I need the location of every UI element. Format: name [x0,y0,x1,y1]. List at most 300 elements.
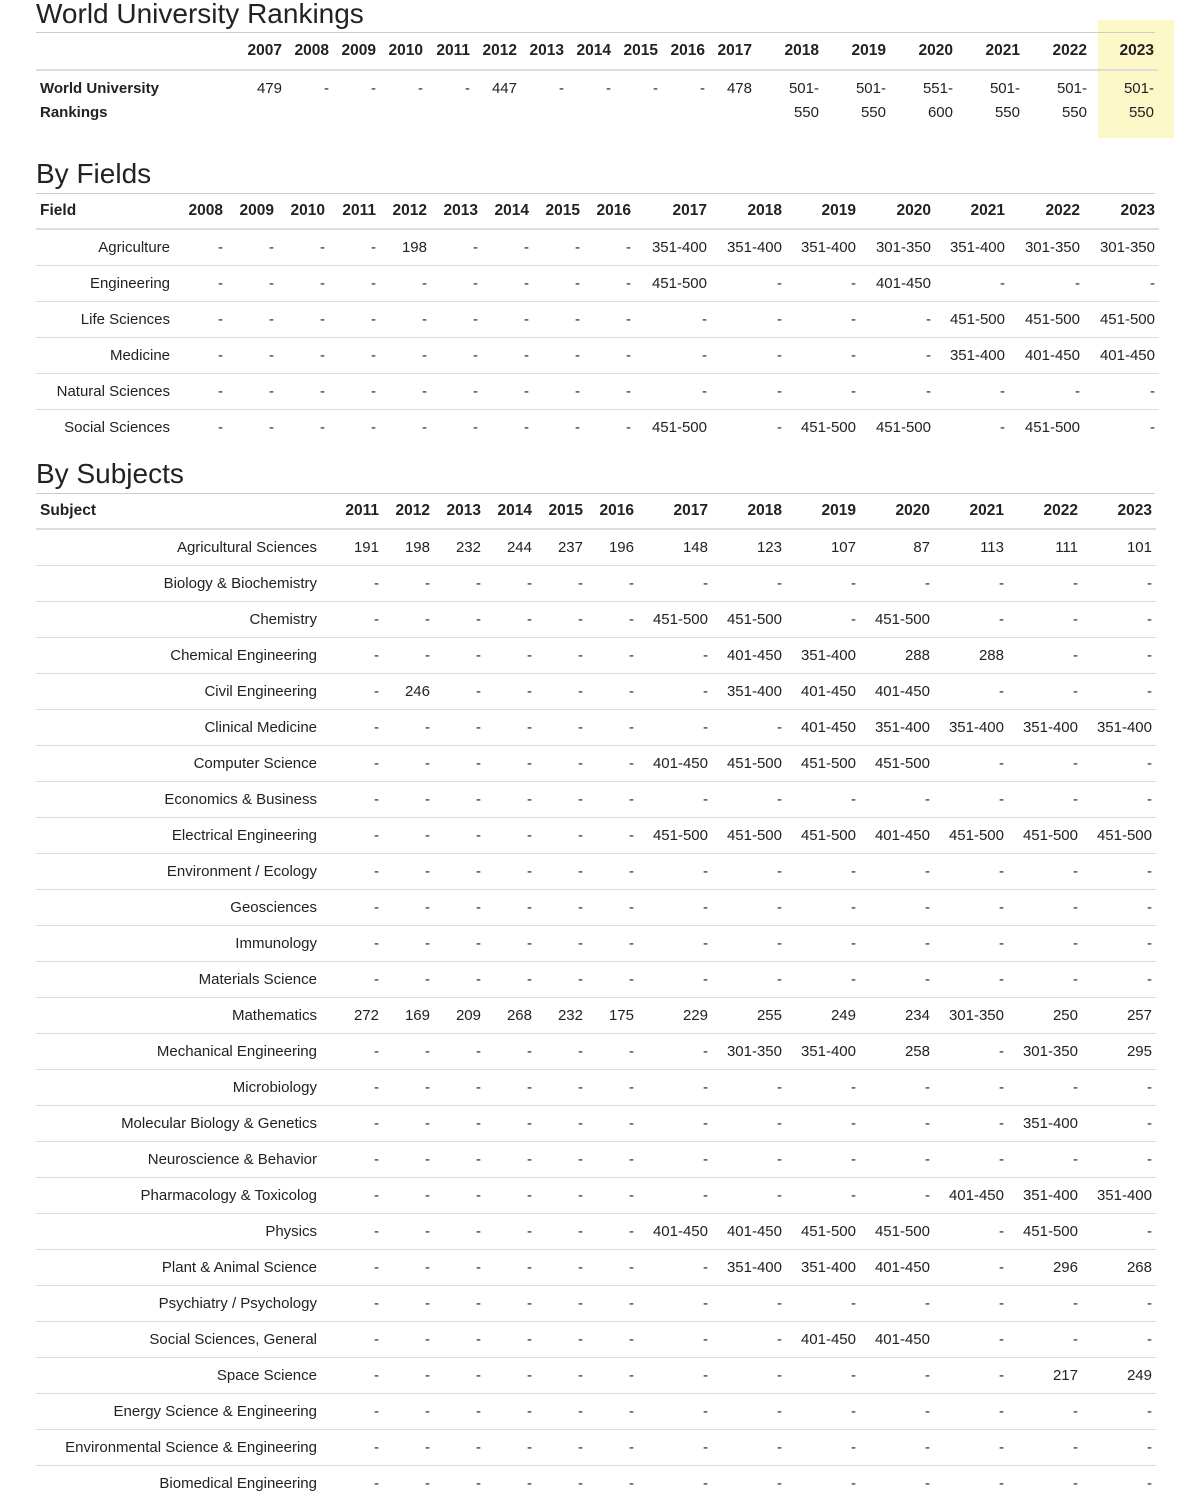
subjects-rank-cell: - [587,566,638,602]
fields-rank-cell: - [278,229,329,266]
table-row [36,1394,1156,1430]
fields-rank-cell: - [380,266,431,302]
subjects-rank-cell: - [712,890,786,926]
subjects-year-header: 2019 [786,494,860,529]
fields-rank-cell: - [482,338,533,374]
rankings-page [36,0,1155,1501]
subjects-rank-cell: - [321,926,383,962]
wur-rank-line1: - [606,80,611,97]
subjects-rank-cell: - [1008,1070,1082,1106]
fields-rank-cell: - [584,266,635,302]
table-row [36,1430,1156,1466]
fields-rank-cell: - [786,338,860,374]
subjects-rank-cell: - [712,710,786,746]
subjects-rank-cell: - [1082,962,1156,998]
subjects-rank-cell: - [786,566,860,602]
wur-year-header: 2016 [662,33,709,70]
subjects-year-header: 2012 [383,494,434,529]
fields-rank-cell: - [278,410,329,446]
fields-row-label: Medicine [36,338,174,374]
wur-row-label-line1: World University [40,80,159,97]
fields-year-header: 2016 [584,194,635,229]
subjects-rank-cell: - [485,746,536,782]
fields-rank-cell: - [174,410,227,446]
wur-rank-cell [756,70,823,143]
fields-rank-cell: - [711,266,786,302]
subjects-rank-cell: - [536,1034,587,1070]
fields-rank-cell: - [786,302,860,338]
subjects-row-label: Chemistry [36,602,321,638]
fields-rank-cell: 198 [380,229,431,266]
fields-year-header: 2014 [482,194,533,229]
subjects-rank-cell: - [536,602,587,638]
fields-row-label: Social Sciences [36,410,174,446]
fields-rank-cell: - [329,266,380,302]
subjects-rank-cell: - [638,1070,712,1106]
subjects-rank-cell: - [434,1430,485,1466]
subjects-rank-cell: 237 [536,529,587,566]
wur-year-header: 2022 [1024,33,1091,70]
fields-rank-cell: 351-400 [635,229,711,266]
subjects-rank-cell: 451-500 [860,602,934,638]
subjects-rank-cell: - [786,962,860,998]
wur-rank-cell [380,70,427,143]
table-row [36,1250,1156,1286]
subjects-rank-cell: - [485,1286,536,1322]
subjects-rank-cell: 401-450 [786,1322,860,1358]
wur-rank-line1: 479 [257,80,282,97]
subjects-rank-cell: - [383,1394,434,1430]
subjects-rank-cell: - [712,1178,786,1214]
subjects-rank-cell: 351-400 [934,710,1008,746]
subjects-rank-cell: - [786,782,860,818]
subjects-rank-cell: - [434,746,485,782]
subjects-rank-cell: - [860,962,934,998]
subjects-rank-cell: 351-400 [860,710,934,746]
subjects-year-header: 2014 [485,494,536,529]
subjects-row-label: Agricultural Sciences [36,529,321,566]
fields-year-header: 2008 [174,194,227,229]
subjects-rank-cell: - [934,674,1008,710]
subjects-row-label: Physics [36,1214,321,1250]
subjects-rank-cell: - [485,674,536,710]
subjects-rank-cell: - [1008,566,1082,602]
fields-row-label: Natural Sciences [36,374,174,410]
subjects-rank-cell: - [485,1178,536,1214]
wur-rank-cell [474,70,521,143]
fields-rank-cell: 451-500 [935,302,1009,338]
subjects-rank-cell: - [1082,782,1156,818]
wur-year-header: 2008 [286,33,333,70]
subjects-rank-cell: - [1082,638,1156,674]
subjects-row-label: Space Science [36,1358,321,1394]
subjects-rank-cell: - [587,782,638,818]
subjects-rank-cell: - [485,962,536,998]
subjects-table [36,494,1156,1501]
wur-rank-line1: - [371,80,376,97]
subjects-rank-cell: - [587,638,638,674]
fields-rank-cell: 351-400 [935,338,1009,374]
subjects-rank-cell: 258 [860,1034,934,1070]
fields-rank-cell: - [174,266,227,302]
subjects-rank-cell: - [860,1358,934,1394]
wur-rank-cell [236,70,286,143]
fields-rank-cell: - [1009,266,1084,302]
fields-rank-cell: - [278,302,329,338]
subjects-rank-cell: - [536,1358,587,1394]
subjects-row-label: Neuroscience & Behavior [36,1142,321,1178]
subjects-rank-cell: - [638,962,712,998]
table-row [36,1178,1156,1214]
subjects-rank-cell: - [587,674,638,710]
subjects-rank-cell: - [712,1466,786,1501]
subjects-rank-cell: - [434,890,485,926]
subjects-row-label: Chemical Engineering [36,638,321,674]
subjects-rank-cell: - [587,746,638,782]
subjects-rank-cell: - [638,1178,712,1214]
subjects-rank-cell: 217 [1008,1358,1082,1394]
fields-rank-cell: 351-400 [786,229,860,266]
subjects-rank-cell: - [383,638,434,674]
fields-rank-cell: - [380,374,431,410]
subjects-rank-cell: 451-500 [860,746,934,782]
wur-rank-line1: - [324,80,329,97]
subjects-rank-cell: - [485,1322,536,1358]
fields-rank-cell: - [935,374,1009,410]
subjects-rank-cell: - [383,1178,434,1214]
subjects-rank-cell: - [536,746,587,782]
wur-rank-line2: 600 [928,104,953,121]
subjects-rank-cell: - [383,710,434,746]
subjects-rank-cell: 401-450 [786,710,860,746]
subjects-rank-cell: - [786,1358,860,1394]
fields-rank-cell: - [533,302,584,338]
fields-rank-cell: - [1084,266,1159,302]
subjects-year-header: 2015 [536,494,587,529]
subjects-rank-cell: - [934,1430,1008,1466]
subjects-rank-cell: - [383,746,434,782]
subjects-rank-cell: 351-400 [1008,1178,1082,1214]
wur-year-header: 2007 [236,33,286,70]
wur-title: World University Rankings [36,0,1155,33]
subjects-rank-cell: - [1082,854,1156,890]
subjects-rank-cell: - [536,782,587,818]
fields-rank-cell: - [711,302,786,338]
subjects-rank-cell: - [321,566,383,602]
subjects-rank-cell: - [1082,1394,1156,1430]
subjects-rank-cell: - [321,746,383,782]
wur-rank-line1: 501- [990,80,1020,97]
fields-rank-cell: - [482,410,533,446]
subjects-rank-cell: - [383,602,434,638]
subjects-rank-cell: - [383,1214,434,1250]
subjects-rank-cell: - [638,854,712,890]
fields-header-label: Field [36,194,174,229]
subjects-rank-cell: - [485,1358,536,1394]
subjects-rank-cell: 87 [860,529,934,566]
subjects-rank-cell: - [321,1106,383,1142]
subjects-rank-cell: - [434,1142,485,1178]
subjects-rank-cell: - [1008,674,1082,710]
fields-rank-cell: - [329,229,380,266]
fields-rank-cell: - [431,229,482,266]
subjects-rank-cell: 229 [638,998,712,1034]
subjects-rank-cell: - [587,1106,638,1142]
subjects-rank-cell: 288 [860,638,934,674]
subjects-rank-cell: - [434,1286,485,1322]
fields-rank-cell: - [431,266,482,302]
fields-year-header: 2023 [1084,194,1159,229]
subjects-rank-cell: - [934,1214,1008,1250]
subjects-rank-cell: - [485,1394,536,1430]
fields-year-header: 2018 [711,194,786,229]
subjects-rank-cell: - [712,854,786,890]
table-row [36,302,1159,338]
fields-rank-cell: - [786,374,860,410]
fields-rank-cell: - [584,302,635,338]
subjects-rank-cell: - [485,1142,536,1178]
subjects-rank-cell: - [321,1430,383,1466]
subjects-rank-cell: - [485,1430,536,1466]
fields-rank-cell: 351-400 [935,229,1009,266]
subjects-rank-cell: - [587,962,638,998]
subjects-rank-cell: - [1008,854,1082,890]
subjects-rank-cell: - [536,1394,587,1430]
wur-year-header: 2021 [957,33,1024,70]
fields-rank-cell: 451-500 [635,266,711,302]
subjects-rank-cell: - [786,1106,860,1142]
table-row [36,1070,1156,1106]
subjects-rank-cell: 451-500 [934,818,1008,854]
subjects-rank-cell: - [587,890,638,926]
subjects-rank-cell: 401-450 [712,638,786,674]
subjects-rank-cell: - [934,890,1008,926]
subjects-rank-cell: 107 [786,529,860,566]
subjects-rank-cell: 232 [434,529,485,566]
subjects-rank-cell: 246 [383,674,434,710]
subjects-rank-cell: - [712,1394,786,1430]
fields-rank-cell: - [227,374,278,410]
subjects-rank-cell: - [1082,1286,1156,1322]
subjects-rank-cell: - [536,710,587,746]
subjects-rank-cell: - [638,638,712,674]
subjects-rank-cell: - [321,638,383,674]
subjects-rank-cell: 257 [1082,998,1156,1034]
subjects-rank-cell: - [934,1070,1008,1106]
subjects-rank-cell: 351-400 [712,674,786,710]
subjects-row-label: Mechanical Engineering [36,1034,321,1070]
subjects-year-header: 2022 [1008,494,1082,529]
subjects-rank-cell: - [934,602,1008,638]
subjects-rank-cell: 301-350 [1008,1034,1082,1070]
subjects-rank-cell: 451-500 [712,746,786,782]
subjects-rank-cell: - [587,926,638,962]
subjects-rank-cell: 198 [383,529,434,566]
subjects-header-label: Subject [36,494,321,529]
wur-year-header: 2009 [333,33,380,70]
subjects-rank-cell: - [587,1466,638,1501]
subjects-year-header: 2011 [321,494,383,529]
table-row [36,638,1156,674]
fields-row-label: Engineering [36,266,174,302]
subjects-rank-cell: - [1082,602,1156,638]
table-row [36,890,1156,926]
subjects-rank-cell: - [587,710,638,746]
wur-rank-cell [662,70,709,143]
subjects-rank-cell: - [587,1430,638,1466]
wur-rank-line1: - [465,80,470,97]
subjects-rank-cell: - [536,638,587,674]
subjects-rank-cell: - [383,962,434,998]
fields-rank-cell: - [380,302,431,338]
fields-rank-cell: - [711,374,786,410]
wur-rank-line1: 501- [1124,80,1154,97]
subjects-rank-cell: - [536,1430,587,1466]
subjects-rank-cell: - [934,962,1008,998]
subjects-rank-cell: - [1008,782,1082,818]
subjects-rank-cell: - [1008,1286,1082,1322]
fields-table [36,194,1159,445]
subjects-rank-cell: - [383,1286,434,1322]
subjects-rank-cell: 351-400 [786,1034,860,1070]
subjects-rank-cell: - [786,1070,860,1106]
subjects-rank-cell: - [321,1358,383,1394]
subjects-rank-cell: - [321,782,383,818]
subjects-rank-cell: 169 [383,998,434,1034]
subjects-year-header: 2020 [860,494,934,529]
subjects-rank-cell: 268 [1082,1250,1156,1286]
subjects-rank-cell: - [934,1394,1008,1430]
subjects-row-label: Civil Engineering [36,674,321,710]
subjects-rank-cell: - [712,566,786,602]
table-row [36,962,1156,998]
subjects-rank-cell: - [536,1070,587,1106]
table-row [36,529,1156,566]
fields-rank-cell: - [227,229,278,266]
subjects-rank-cell: - [587,1250,638,1286]
subjects-row-label: Plant & Animal Science [36,1250,321,1286]
fields-rank-cell: 401-450 [1009,338,1084,374]
wur-year-header: 2013 [521,33,568,70]
fields-rank-cell: 451-500 [1009,302,1084,338]
fields-rank-cell: - [174,302,227,338]
subjects-rank-cell: - [638,566,712,602]
subjects-rank-cell: - [321,1250,383,1286]
subjects-rank-cell: 234 [860,998,934,1034]
subjects-rank-cell: 196 [587,529,638,566]
subjects-rank-cell: - [434,1250,485,1286]
subjects-row-label: Economics & Business [36,782,321,818]
table-row [36,710,1156,746]
subjects-rank-cell: - [536,1250,587,1286]
subjects-rank-cell: - [434,818,485,854]
subjects-rank-cell: - [1082,890,1156,926]
subjects-rank-cell: - [536,962,587,998]
subjects-rank-cell: - [786,1466,860,1501]
subjects-rank-cell: 351-400 [712,1250,786,1286]
subjects-rank-cell: - [712,1106,786,1142]
fields-rank-cell: 301-350 [860,229,935,266]
wur-rank-cell [615,70,662,143]
subjects-row-label: Clinical Medicine [36,710,321,746]
wur-rank-line1: - [653,80,658,97]
subjects-rank-cell: 351-400 [1008,710,1082,746]
subjects-rank-cell: - [1082,674,1156,710]
fields-rank-cell: 451-500 [635,410,711,446]
table-row [36,926,1156,962]
wur-year-header: 2014 [568,33,615,70]
subjects-rank-cell: - [860,1430,934,1466]
subjects-row-label: Immunology [36,926,321,962]
fields-rank-cell: - [174,229,227,266]
fields-year-header: 2010 [278,194,329,229]
subjects-rank-cell: - [321,1466,383,1501]
fields-rank-cell: - [935,410,1009,446]
fields-rank-cell: - [711,338,786,374]
wur-rank-cell [709,70,756,143]
subjects-rank-cell: - [434,1214,485,1250]
subjects-year-header: 2013 [434,494,485,529]
subjects-rank-cell: - [860,890,934,926]
table-row [36,1322,1156,1358]
table-row [36,674,1156,710]
subjects-rank-cell: - [587,1214,638,1250]
subjects-rank-cell: - [383,1430,434,1466]
table-row [36,1286,1156,1322]
subjects-rank-cell: 451-500 [860,1214,934,1250]
subjects-rank-cell: - [485,854,536,890]
subjects-rank-cell: - [434,1178,485,1214]
subjects-rank-cell: 209 [434,998,485,1034]
fields-rank-cell: - [635,374,711,410]
wur-rank-cell [957,70,1024,143]
subjects-rank-cell: - [434,926,485,962]
subjects-rank-cell: - [383,1250,434,1286]
fields-rank-cell: 451-500 [1009,410,1084,446]
table-row [36,602,1156,638]
subjects-rank-cell: - [587,1034,638,1070]
subjects-rank-cell: - [485,638,536,674]
fields-rank-cell: - [329,410,380,446]
subjects-rank-cell: - [1082,1322,1156,1358]
wur-rank-cell [890,70,957,143]
subjects-rank-cell: - [638,1466,712,1501]
subjects-rank-cell: - [321,674,383,710]
table-row [36,1142,1156,1178]
subjects-rank-cell: - [860,854,934,890]
subjects-header-row [36,494,1156,529]
subjects-rank-cell: 401-450 [712,1214,786,1250]
subjects-rank-cell: 451-500 [712,818,786,854]
fields-rank-cell: - [278,338,329,374]
fields-year-header: 2022 [1009,194,1084,229]
subjects-rank-cell: - [1082,1466,1156,1501]
fields-rank-cell: - [431,302,482,338]
subjects-rank-cell: - [786,602,860,638]
subjects-rank-cell: - [587,602,638,638]
subjects-rank-cell: - [485,566,536,602]
subjects-rank-cell: - [485,926,536,962]
subjects-rank-cell: - [434,1322,485,1358]
wur-rank-line2: 550 [995,104,1020,121]
subjects-rank-cell: - [712,1142,786,1178]
table-row [36,818,1156,854]
wur-rank-line1: 447 [492,80,517,97]
subjects-rank-cell: 401-450 [860,818,934,854]
subjects-rank-cell: - [1008,1322,1082,1358]
subjects-rank-cell: - [587,1358,638,1394]
subjects-rank-cell: - [434,638,485,674]
